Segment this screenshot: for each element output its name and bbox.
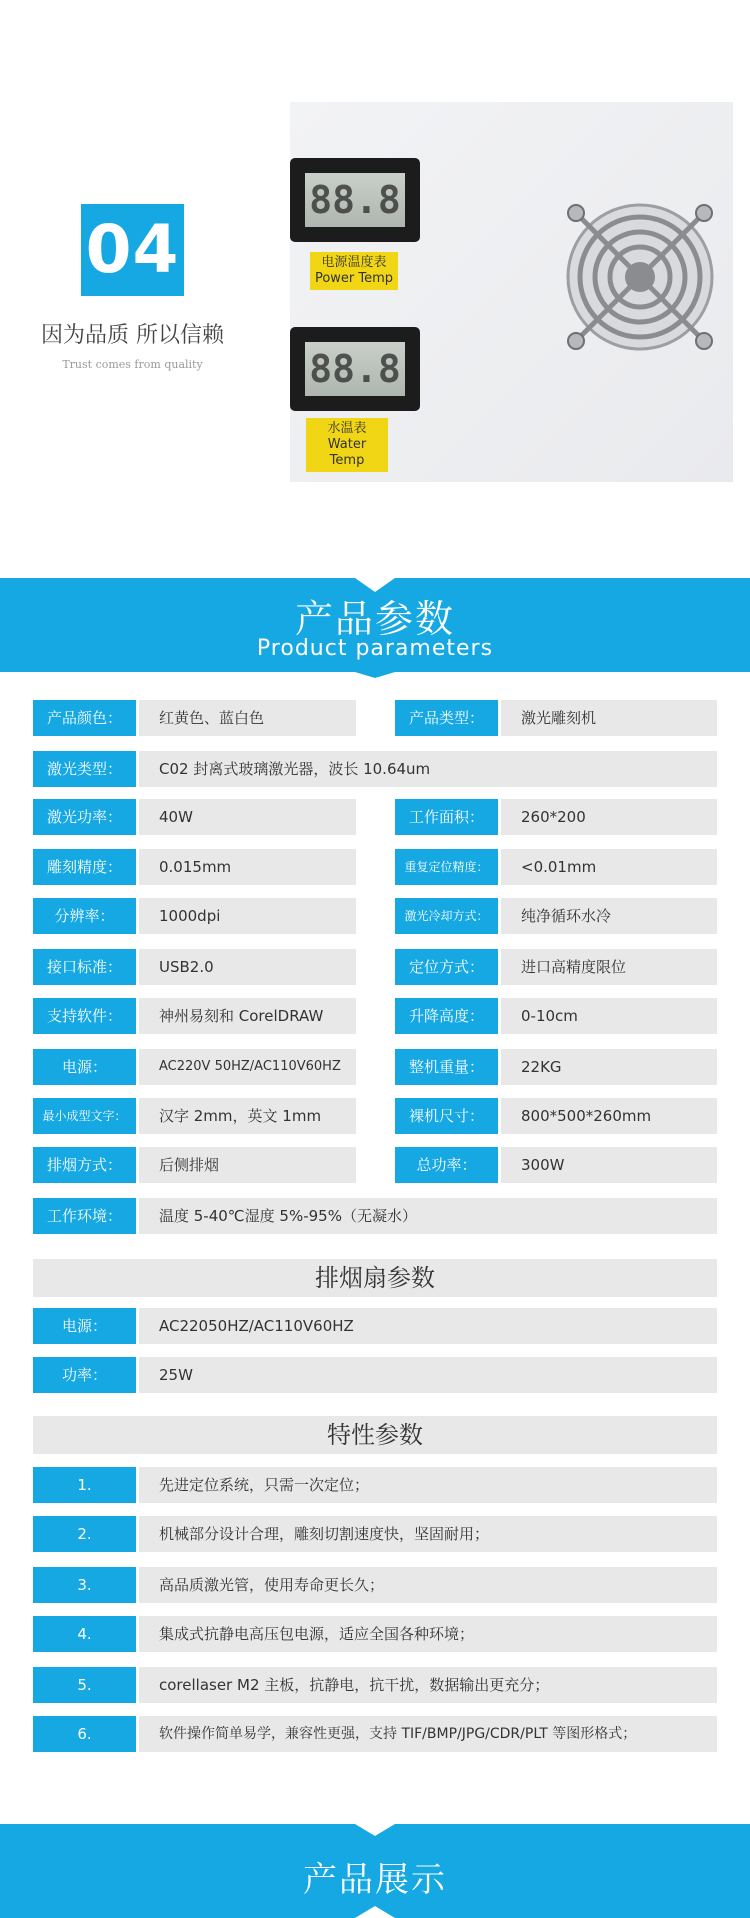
- fan-power-value: 25W: [139, 1357, 717, 1393]
- feature-number: 3.: [33, 1567, 136, 1603]
- weight-value: 22KG: [501, 1049, 717, 1085]
- water-temp-display: 88.8: [290, 327, 420, 411]
- features-section-title: 特性参数: [33, 1416, 717, 1454]
- feature-text: corellaser M2 主板，抗静电，抗干扰，数据输出更充分；: [139, 1667, 717, 1703]
- fan-supply-label: 电源：: [33, 1308, 136, 1344]
- power-label: 激光功率：: [33, 799, 136, 835]
- weight-label: 整机重量：: [395, 1049, 498, 1085]
- lift-value: 0-10cm: [501, 998, 717, 1034]
- slogan: 因为品质 所以信赖: [41, 323, 224, 348]
- power-value: 40W: [139, 799, 356, 835]
- precision-value: 0.015mm: [139, 849, 356, 885]
- interface-label: 接口标准：: [33, 949, 136, 985]
- area-value: 260*200: [501, 799, 717, 835]
- feature-text: 先进定位系统，只需一次定位；: [139, 1467, 717, 1503]
- total-power-value: 300W: [501, 1147, 717, 1183]
- minchar-label: 最小成型文字：: [33, 1098, 136, 1134]
- band-underline: [0, 672, 750, 678]
- cooling-value: 纯净循环水冷: [501, 898, 717, 934]
- env-label: 工作环境：: [33, 1198, 136, 1234]
- power-temp-display: 88.8: [290, 158, 420, 242]
- params-subtitle: Product parameters: [256, 636, 494, 661]
- interface-value: USB2.0: [139, 949, 356, 985]
- feature-number: 4.: [33, 1616, 136, 1652]
- feature-number: 5.: [33, 1667, 136, 1703]
- repeat-label: 重复定位精度：: [395, 849, 498, 885]
- resolution-value: 1000dpi: [139, 898, 356, 934]
- feature-number: 1.: [33, 1467, 136, 1503]
- band-notch: [355, 1824, 395, 1836]
- type-label: 产品类型：: [395, 700, 498, 736]
- size-label: 裸机尺寸：: [395, 1098, 498, 1134]
- color-value: 红黄色、蓝白色: [139, 700, 356, 736]
- params-title: 产品参数: [294, 597, 455, 641]
- feature-number: 6.: [33, 1716, 136, 1752]
- feature-text: 机械部分设计合理，雕刻切割速度快，坚固耐用；: [139, 1516, 717, 1552]
- type-value: 激光雕刻机: [501, 700, 717, 736]
- feature-text: 软件操作简单易学，兼容性更强，支持 TIF/BMP/JPG/CDR/PLT 等图形格式；: [139, 1716, 717, 1752]
- product-detail-photo: [290, 102, 733, 482]
- water-temp-label: 水温表 Water Temp: [306, 418, 388, 472]
- lift-label: 升降高度：: [395, 998, 498, 1034]
- exhaust-value: 后侧排烟: [139, 1147, 356, 1183]
- cooling-label: 激光冷却方式：: [395, 898, 498, 934]
- software-value: 神州易刻和 CorelDRAW: [139, 998, 356, 1034]
- fan-supply-value: AC22050HZ/AC110V60HZ: [139, 1308, 717, 1344]
- showcase-title: 产品展示: [303, 1860, 447, 1900]
- feature-text: 高品质激光管，使用寿命更长久；: [139, 1567, 717, 1603]
- positioning-label: 定位方式：: [395, 949, 498, 985]
- fan-power-label: 功率：: [33, 1357, 136, 1393]
- resolution-label: 分辨率：: [33, 898, 136, 934]
- env-value: 温度 5-40℃湿度 5%-95%（无凝水）: [139, 1198, 717, 1234]
- feature-number: 2.: [33, 1516, 136, 1552]
- size-value: 800*500*260mm: [501, 1098, 717, 1134]
- fan-grill-icon: [560, 197, 720, 357]
- feature-text: 集成式抗静电高压包电源，适应全国各种环境；: [139, 1616, 717, 1652]
- total-power-label: 总功率：: [395, 1147, 498, 1183]
- slogan-english: Trust comes from quality: [62, 358, 203, 371]
- color-label: 产品颜色：: [33, 700, 136, 736]
- precision-label: 雕刻精度：: [33, 849, 136, 885]
- laser-label: 激光类型：: [33, 751, 136, 787]
- minchar-value: 汉字 2mm，英文 1mm: [139, 1098, 356, 1134]
- band-notch: [355, 1906, 395, 1918]
- section-number-badge: 04: [81, 204, 184, 296]
- area-label: 工作面积：: [395, 799, 498, 835]
- positioning-value: 进口高精度限位: [501, 949, 717, 985]
- supply-value: AC220V 50HZ/AC110V60HZ: [139, 1049, 356, 1085]
- power-temp-label: 电源温度表 Power Temp: [310, 252, 398, 290]
- exhaust-label: 排烟方式：: [33, 1147, 136, 1183]
- fan-section-title: 排烟扇参数: [33, 1259, 717, 1297]
- software-label: 支持软件：: [33, 998, 136, 1034]
- supply-label: 电源：: [33, 1049, 136, 1085]
- laser-value: C02 封离式玻璃激光器，波长 10.64um: [139, 751, 717, 787]
- repeat-value: <0.01mm: [501, 849, 717, 885]
